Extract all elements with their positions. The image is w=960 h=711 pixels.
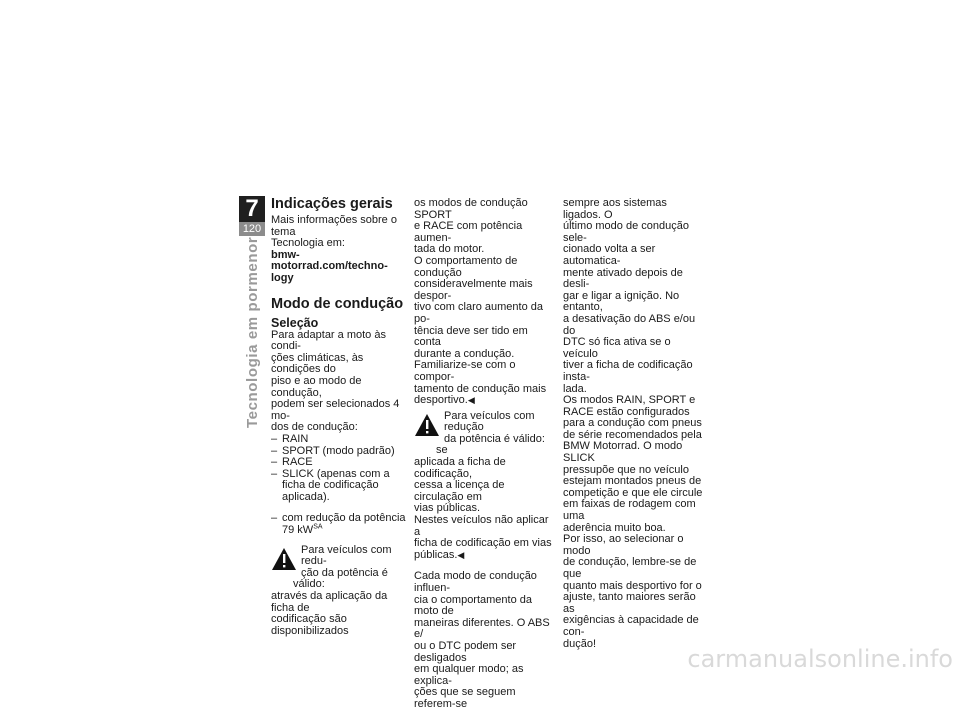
warning-line: vias públicas. [414, 502, 481, 515]
text-line: durante a condução. [414, 347, 515, 360]
tech-link[interactable] [271, 250, 406, 285]
warning-triangle-icon [414, 413, 440, 437]
link-line[interactable]: logy [271, 271, 294, 284]
warning-line: aplicada a ficha de codificação, [414, 456, 506, 480]
text-line: mente ativado depois de desli- [563, 266, 683, 291]
text-line: piso e ao modo de condução, [271, 374, 362, 399]
text-line: ajuste, tanto maiores serão as [563, 591, 696, 615]
warning-line: ficha de codificação em vias [414, 537, 552, 550]
power-label: com redução da potência [282, 512, 406, 525]
text-line: competição e que ele circule [563, 486, 703, 499]
text-line: Por isso, ao selecionar o modo [563, 533, 684, 557]
text-line: Cada modo de condução influen- [414, 570, 537, 594]
page-number: 120 [239, 222, 265, 236]
mode-sport: SPORT (modo padrão) [282, 444, 395, 457]
text-line: ções que se seguem referem-se [414, 686, 516, 710]
list-item: – RAIN [271, 434, 406, 446]
text-line: de condução, lembre-se de que [563, 556, 697, 580]
text-line: RACE estão configurados [563, 405, 690, 418]
power-value: 79 kW [282, 524, 314, 537]
text-line: dos de condução: [271, 421, 358, 434]
text-line: dução! [563, 637, 597, 650]
text-line: último modo de condução sele- [563, 220, 689, 244]
warning-line: ção da potência é válido: [293, 566, 388, 591]
text-line: exigências à capacidade de con- [563, 614, 699, 638]
text-line: tamento de condução mais [414, 382, 547, 395]
text-line: em qualquer modo; as explica- [414, 663, 524, 687]
text-line: BMW Motorrad. O modo SLICK [563, 440, 683, 465]
text-line: tiver a ficha de codificação insta- [563, 359, 693, 383]
mode-list [271, 434, 406, 504]
warning-line: através da aplicação da ficha de [271, 590, 388, 614]
warning-line: da potência é válido: se [436, 432, 545, 457]
text-line: gar e ligar a ignição. No entanto, [563, 289, 680, 314]
text-line: a desativação do ABS e/ou do [563, 312, 696, 337]
text-line: e RACE com potência aumen- [414, 220, 523, 244]
text-line: pressupõe que no veículo [563, 463, 689, 476]
heading-general: Indicações gerais [271, 196, 393, 212]
text-line: os modos de condução SPORT [414, 197, 528, 221]
text-line: Tecnologia em: [271, 237, 345, 250]
watermark: carmanualsonline.info [687, 645, 953, 673]
power-reduction-item: – com redução da potência 79 $kW^{SA}$ [271, 512, 406, 537]
text-line: ou o DTC podem ser desligados [414, 639, 517, 664]
warning-line: Para veículos com redução [444, 409, 535, 434]
text-line: em faixas de rodagem com uma [563, 498, 696, 523]
text-line: estejam montados pneus de [563, 475, 702, 488]
text-line: lada. [563, 382, 587, 395]
modes-text [414, 571, 556, 710]
list-item: – SLICK (apenas com a ficha de codificação aplicada). [271, 469, 406, 504]
end-triangle-icon: ◀ [467, 395, 475, 406]
text-line: cia o comportamento da moto de [414, 593, 533, 618]
warning-line: públicas.◀ [414, 548, 465, 561]
mode-rain: RAIN [282, 432, 309, 445]
text-line: tada do motor. [414, 243, 485, 256]
text-line: consideravelmente mais despor- [414, 278, 533, 302]
text-line: ções climáticas, às condições do [271, 351, 364, 376]
text-line: cionado volta a ser automatica- [563, 243, 656, 267]
column-3 [563, 198, 703, 650]
general-text [271, 215, 406, 250]
text-line: quanto mais desportivo for o [563, 579, 702, 592]
sport-text [414, 198, 556, 407]
text-line: para a condução com pneus [563, 417, 702, 430]
mode-slick: SLICK (apenas com a ficha de codificação aplicada). [282, 467, 390, 503]
list-item: – RACE [271, 457, 406, 469]
text-line: aderência muito boa. [563, 521, 666, 534]
warning-line: codificação são disponibilizados [271, 613, 349, 637]
text-line: tência deve ser tido em conta [414, 324, 528, 349]
text-line: maneiras diferentes. O ABS e/ [414, 616, 550, 641]
section-title-vertical: Tecnologia em pormenor [244, 236, 261, 428]
text-line: tivo com claro aumento da po- [414, 301, 544, 325]
column-1 [271, 196, 406, 637]
text-line: de série recomendados pela [563, 428, 702, 441]
text-line: Mais informações sobre o tema [271, 214, 397, 238]
text-line: desportivo.◀ [414, 394, 475, 407]
text-line: Familiarize-se com o compor- [414, 359, 516, 383]
end-triangle-icon: ◀ [457, 549, 465, 560]
text-line: Os modos RAIN, SPORT e [563, 394, 696, 407]
heading-riding-mode: Modo de condução [271, 295, 404, 312]
list-item: – SPORT (modo padrão) [271, 446, 406, 458]
warning-triangle-icon [271, 547, 297, 571]
warning-line: cessa a licença de circulação em [414, 479, 505, 503]
heading-selection: Seleção [271, 315, 319, 330]
text-line: DTC só fica ativa se o veículo [563, 336, 671, 360]
chapter-number: 7 [239, 196, 265, 222]
text-line: O comportamento de condução [414, 254, 518, 279]
warning-block [414, 411, 556, 562]
text-line: sempre aos sistemas ligados. O [563, 197, 667, 221]
warning-block [271, 545, 406, 638]
column-2 [414, 198, 556, 711]
warning-line: Nestes veículos não aplicar a [414, 514, 549, 538]
text-line: Para adaptar a moto às condi- [271, 328, 386, 353]
link-line[interactable]: bmw-motorrad.com/techno- [271, 248, 388, 273]
selection-text [271, 330, 406, 434]
special-accessory-tag: SA [313, 523, 323, 531]
text-line: podem ser selecionados 4 mo- [271, 398, 400, 422]
chapter-tab [239, 196, 267, 236]
mode-race: RACE [282, 456, 313, 469]
warning-line: Para veículos com redu- [301, 543, 392, 568]
